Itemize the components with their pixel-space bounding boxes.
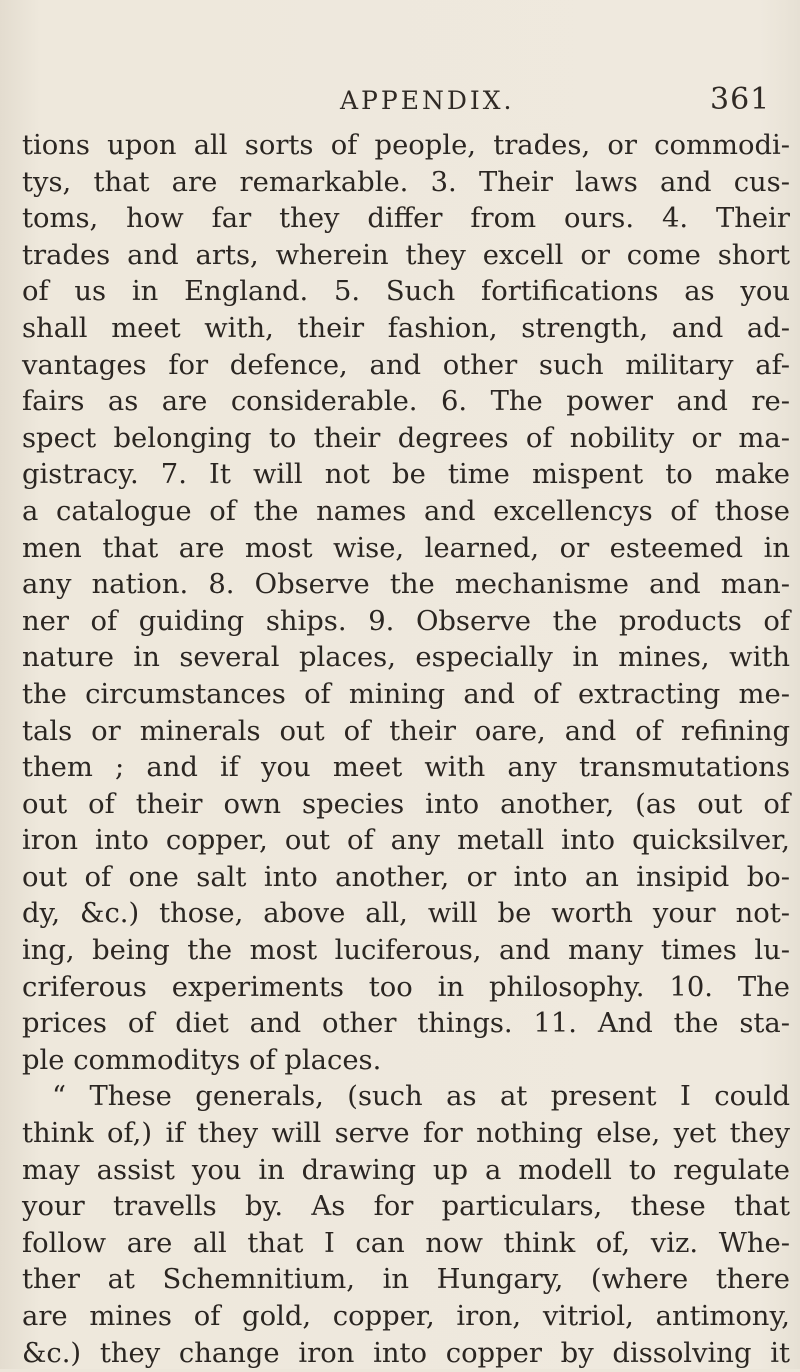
text-line: ing, being the most luciferous, and many times lu- xyxy=(22,935,790,967)
text-line: tys, that are remarkable. 3. Their laws and cus- xyxy=(22,166,790,198)
text-line: tals or minerals out of their oare, and of refining xyxy=(22,715,790,747)
text-line: tions upon all sorts of people, trades, or commodi- xyxy=(22,130,790,161)
text-line: dy, &c.) those, above all, will be worth your not- xyxy=(22,898,790,930)
text-line: toms, how far they differ from ours. 4. Their xyxy=(22,203,790,235)
text-line: men that are most wise, learned, or esteemed in xyxy=(22,532,790,564)
text-line: the circumstances of mining and of extracting me- xyxy=(22,678,790,710)
text-line: gistracy. 7. It will not be time mispent to make xyxy=(22,459,790,491)
text-line: a catalogue of the names and excellencys of those xyxy=(22,495,790,527)
text-line: shall meet with, their fashion, strength, and ad- xyxy=(22,312,790,344)
text-line: are mines of gold, copper, iron, vitriol, antimony, xyxy=(22,1301,790,1332)
page-header xyxy=(0,82,800,126)
text-line: any nation. 8. Observe the mechanisme and man- xyxy=(22,569,790,601)
running-head: APPENDIX. xyxy=(340,86,515,115)
text-line: ther at Schemnitium, in Hungary, (where there xyxy=(22,1264,790,1296)
text-line: them ; and if you meet with any transmutations xyxy=(22,752,790,784)
text-line: your travells by. As for particulars, these that xyxy=(22,1191,790,1223)
text-line: ner of guiding ships. 9. Observe the products of xyxy=(22,605,790,637)
text-line: of us in England. 5. Such fortifications as you xyxy=(22,276,790,308)
text-line: criferous experiments too in philosophy. 10. The xyxy=(22,971,790,1003)
text-line: fairs as are considerable. 6. The power and re- xyxy=(22,386,790,418)
text-line: may assist you in drawing up a modell to regulate xyxy=(22,1154,790,1186)
text-line: &c.) they change iron into copper by dissolving it xyxy=(22,1337,790,1369)
text-line: out of one salt into another, or into an insipid bo- xyxy=(22,861,790,893)
text-line: vantages for defence, and other such military af- xyxy=(22,349,790,381)
text-line: trades and arts, wherein they excell or come short xyxy=(22,239,790,271)
page-number: 361 xyxy=(710,82,771,117)
text-line: think of,) if they will serve for nothing else, yet they xyxy=(22,1118,790,1150)
text-line: out of their own species into another, (as out of xyxy=(22,788,790,820)
text-line: spect belonging to their degrees of nobility or ma- xyxy=(22,422,790,454)
text-line: prices of diet and other things. 11. And the sta- xyxy=(22,1008,790,1040)
paragraph-start-line: “ These generals, (such as at present I could xyxy=(52,1081,790,1113)
text-line: nature in several places, especially in mines, with xyxy=(22,642,790,674)
text-line: follow are all that I can now think of, viz. Whe- xyxy=(22,1227,790,1259)
body-text xyxy=(22,128,790,1372)
paragraph-end-line: ple commoditys of places. xyxy=(22,1044,382,1076)
text-line: iron into copper, out of any metall into quicksilver, xyxy=(22,825,790,857)
